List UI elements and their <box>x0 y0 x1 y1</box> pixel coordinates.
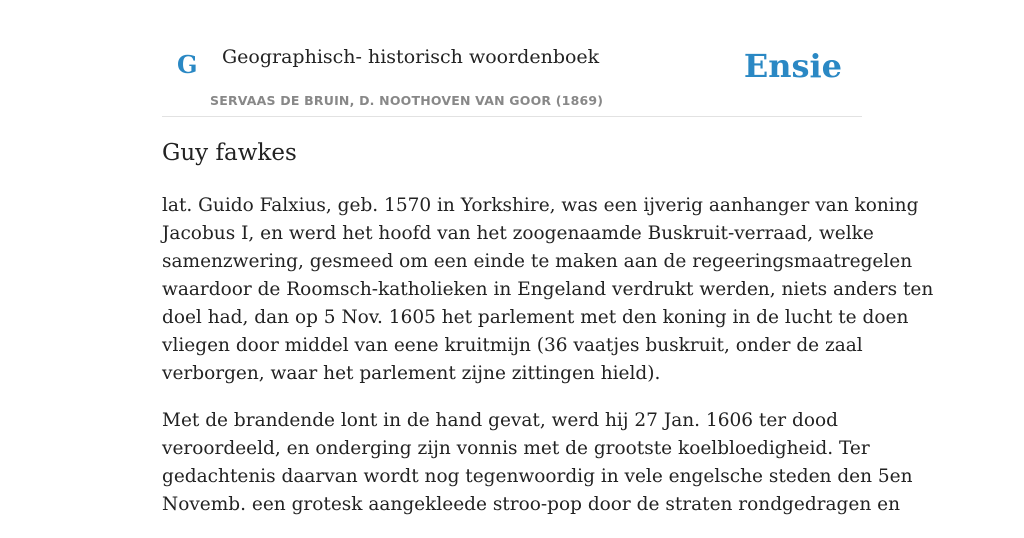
dictionary-title-link[interactable]: Geographisch- historisch woordenboek <box>222 46 600 68</box>
page <box>162 0 934 515</box>
entry-paragraph <box>162 407 913 519</box>
dictionary-letter-icon: G <box>177 50 198 79</box>
text-line: gedachtenis daarvan wordt nog tegenwoordig in vele engelsche steden den 5en <box>162 466 913 487</box>
text-line: Jacobus I, en werd het hoofd van het zoogenaamde Buskruit-verraad, welke <box>162 223 874 244</box>
entry-body <box>162 192 934 538</box>
ensie-logo-link[interactable]: Ensie <box>743 47 842 85</box>
entry-paragraph <box>162 192 934 388</box>
text-line: Novemb. een grotesk aangekleede stroo-pop door de straten rondgedragen en <box>162 494 901 515</box>
text-line: Met de brandende lont in de hand gevat, werd hij 27 Jan. 1606 ter dood <box>162 410 838 431</box>
text-line: verborgen, waar het parlement zijne zittingen hield). <box>162 363 661 384</box>
text-line: vliegen door middel van eene kruitmijn (36 vaatjes buskruit, onder de zaal <box>162 335 863 356</box>
header <box>162 0 862 117</box>
entry-title: Guy fawkes <box>162 140 297 166</box>
text-line: lat. Guido Falxius, geb. 1570 in Yorkshire, was een ijverig aanhanger van koning <box>162 195 919 216</box>
text-line: veroordeeld, en onderging zijn vonnis met de grootste koelbloedigheid. Ter <box>162 438 870 459</box>
text-line: doel had, dan op 5 Nov. 1605 het parlement met den koning in de lucht te doen <box>162 307 909 328</box>
text-line: waardoor de Roomsch-katholieken in Engeland verdrukt werden, niets anders ten <box>162 279 934 300</box>
text-line: samenzwering, gesmeed om een einde te maken aan de regeeringsmaatregelen <box>162 251 913 272</box>
dictionary-authors: SERVAAS DE BRUIN, D. NOOTHOVEN VAN GOOR (1869) <box>210 93 604 108</box>
